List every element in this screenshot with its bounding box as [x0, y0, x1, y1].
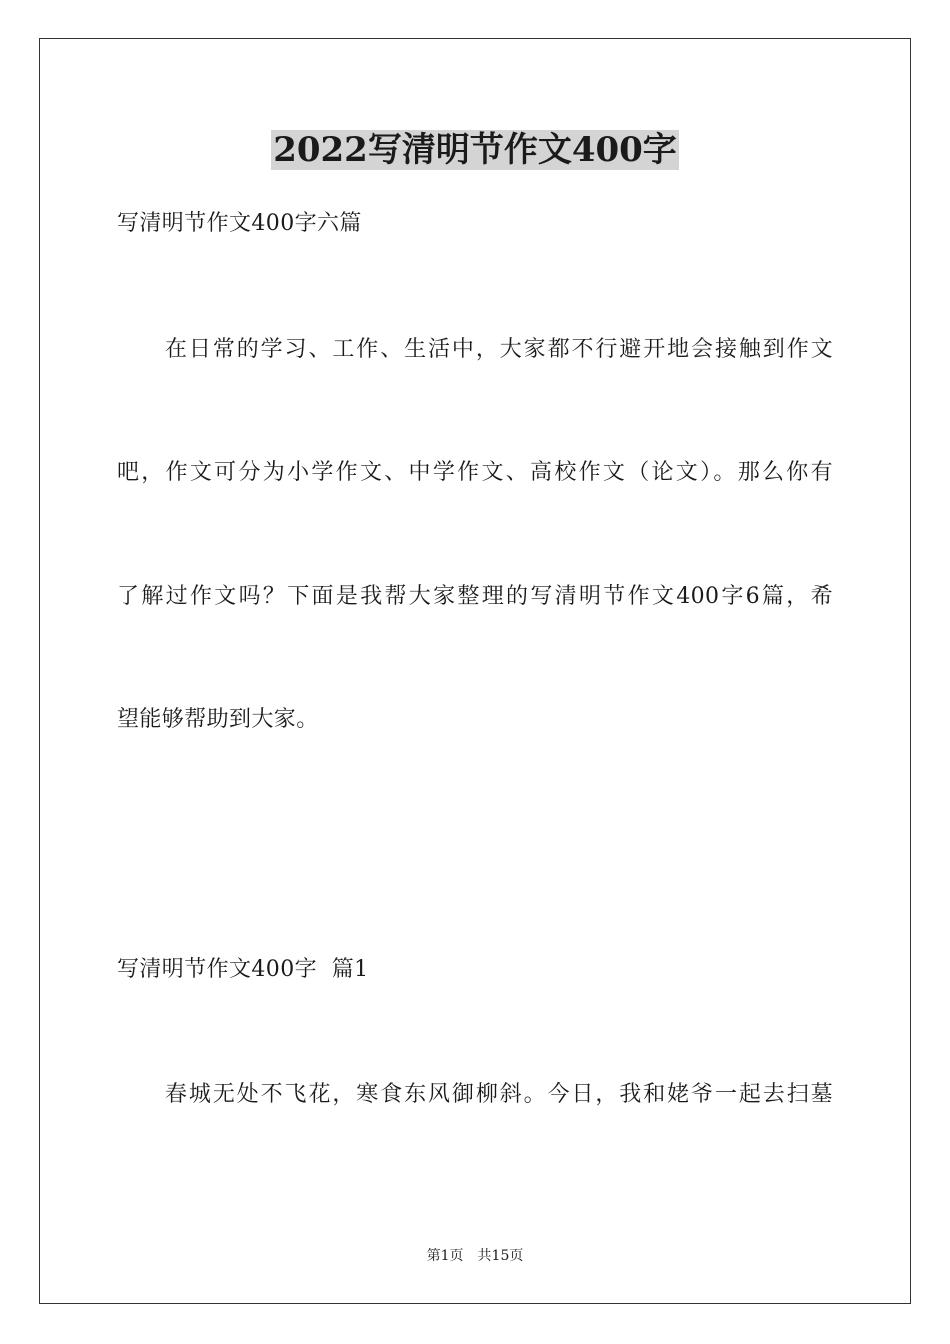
paragraph-line: 春城无处不飞花，寒食东风御柳斜。今日，我和姥爷一起去扫墓 [165, 1082, 833, 1107]
paragraph-line: 吧，作文可分为小学作文、中学作文、高校作文（论文）。那么你有 [117, 460, 833, 485]
document-title-text: 2022写清明节作文400字 [273, 130, 677, 170]
paragraph-line: 在日常的学习、工作、生活中，大家都不行避开地会接触到作文 [165, 337, 833, 362]
paragraph-line: 了解过作文吗？下面是我帮大家整理的写清明节作文400字6篇，希 [117, 584, 833, 609]
document-title [0, 128, 950, 172]
page-number-current: 第1页 [426, 1248, 464, 1264]
document-subtitle: 写清明节作文400字六篇 [117, 211, 362, 236]
page-number-total: 共15页 [477, 1248, 524, 1264]
paragraph-line: 望能够帮助到大家。 [117, 707, 319, 732]
section-heading: 写清明节作文400字 篇1 [117, 957, 369, 982]
page-footer [0, 1246, 950, 1266]
